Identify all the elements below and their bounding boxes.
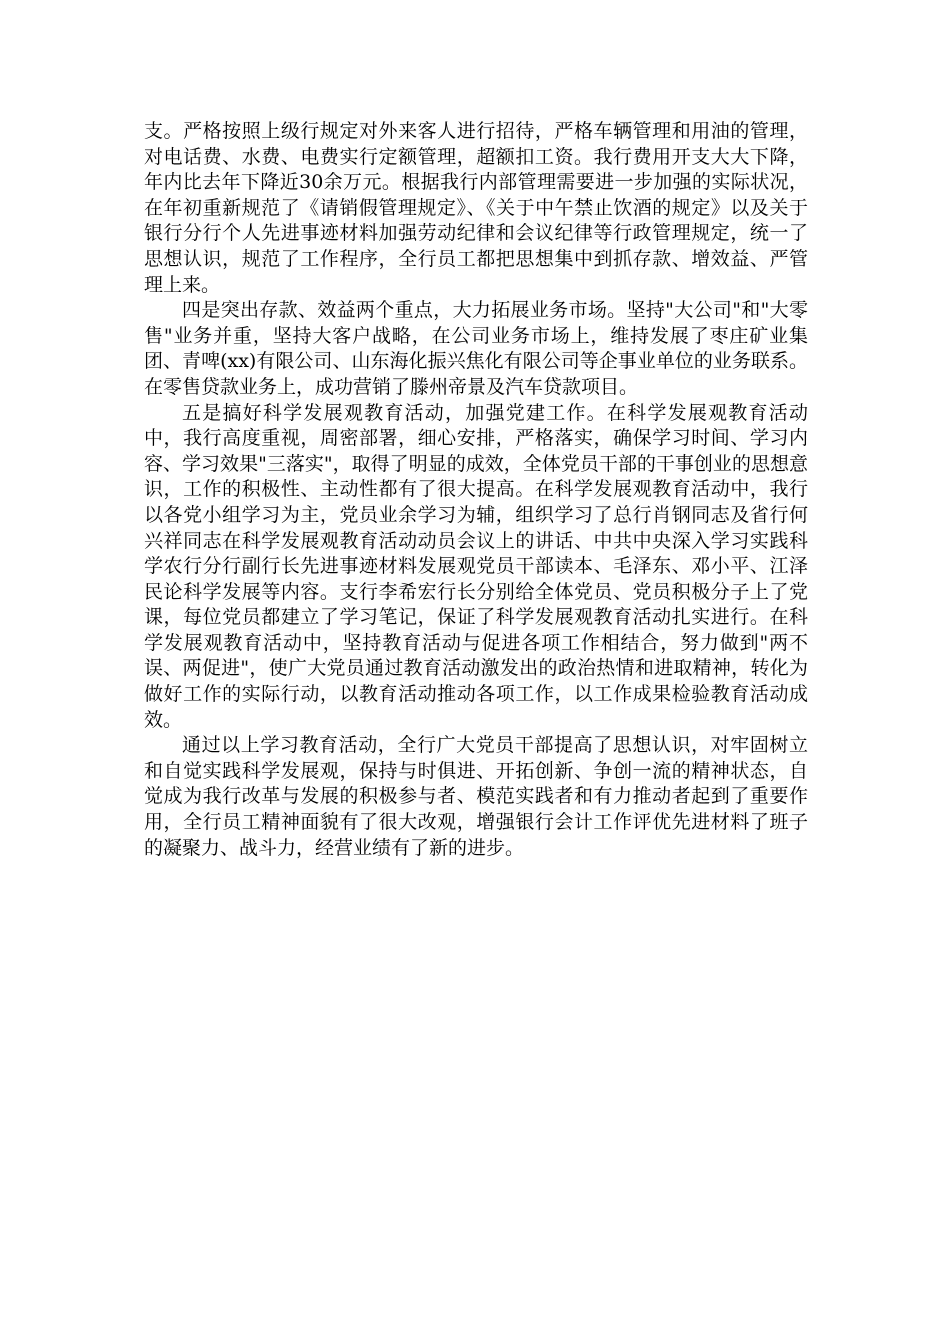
paragraph-2: 四是突出存款、效益两个重点，大力拓展业务市场。坚持"大公司"和"大零售"业务并重，坚持大客户战略，在公司业务市场上，维持发展了枣庄矿业集团、青啤(xx)有限公司、山东海化振兴焦化有限公司等企事业单位的业务联系。在零售贷款业务上，成功营销了滕州帝景及汽车贷款项目。 — [144, 299, 808, 398]
paragraph-3: 五是搞好科学发展观教育活动，加强党建工作。在科学发展观教育活动中，我行高度重视，周密部署，细心安排，严格落实，确保学习时间、学习内容、学习效果"三落实"，取得了明显的成效，全体党员干部的干事创业的思想意识，工作的积极性、主动性都有了很大提高。在科学发展观教育活动中，我行以各党小组学习为主，党员业余学习为辅，组织学习了总行肖钢同志及省行何兴祥同志在科学发展观教育活动动员会议上的讲话、中共中央深入学习实践科学农行分行副行长先进事迹材料发展观党员干部读本、毛泽东、邓小平、江泽民论科学发展等内容。支行李希宏行长分别给全体党员、党员积极分子上了党课，每位党员都建立了学习笔记，保证了科学发展观教育活动扎实进行。在科学发展观教育活动中，坚持教育活动与促进各项工作相结合，努力做到"两不误、两促进"，使广大党员通过教育活动激发出的政治热情和进取精神，转化为做好工作的实际行动，以教育活动推动各项工作，以工作成果检验教育活动成效。 — [144, 401, 808, 731]
document-body — [144, 119, 808, 861]
paragraph-1: 支。严格按照上级行规定对外来客人进行招待，严格车辆管理和用油的管理，对电话费、水费、电费实行定额管理，超额扣工资。我行费用开支大大下降，年内比去年下降近30余万元。根据我行内部管理需要进一步加强的实际状况，在年初重新规范了《请销假管理规定》、《关于中午禁止饮酒的规定》以及关于银行分行个人先进事迹材料加强劳动纪律和会议纪律等行政管理规定，统一了思想认识，规范了工作程序，全行员工都把思想集中到抓存款、增效益、严管理上来。 — [144, 120, 808, 296]
paragraph-4: 通过以上学习教育活动，全行广大党员干部提高了思想认识，对牢固树立和自觉实践科学发展观，保持与时俱进、开拓创新、争创一流的精神状态，自觉成为我行改革与发展的积极参与者、模范实践者和有力推动者起到了重要作用，全行员工精神面貌有了很大改观，增强银行会计工作评优先进材料了班子的凝聚力、战斗力，经营业绩有了新的进步。 — [144, 734, 808, 859]
